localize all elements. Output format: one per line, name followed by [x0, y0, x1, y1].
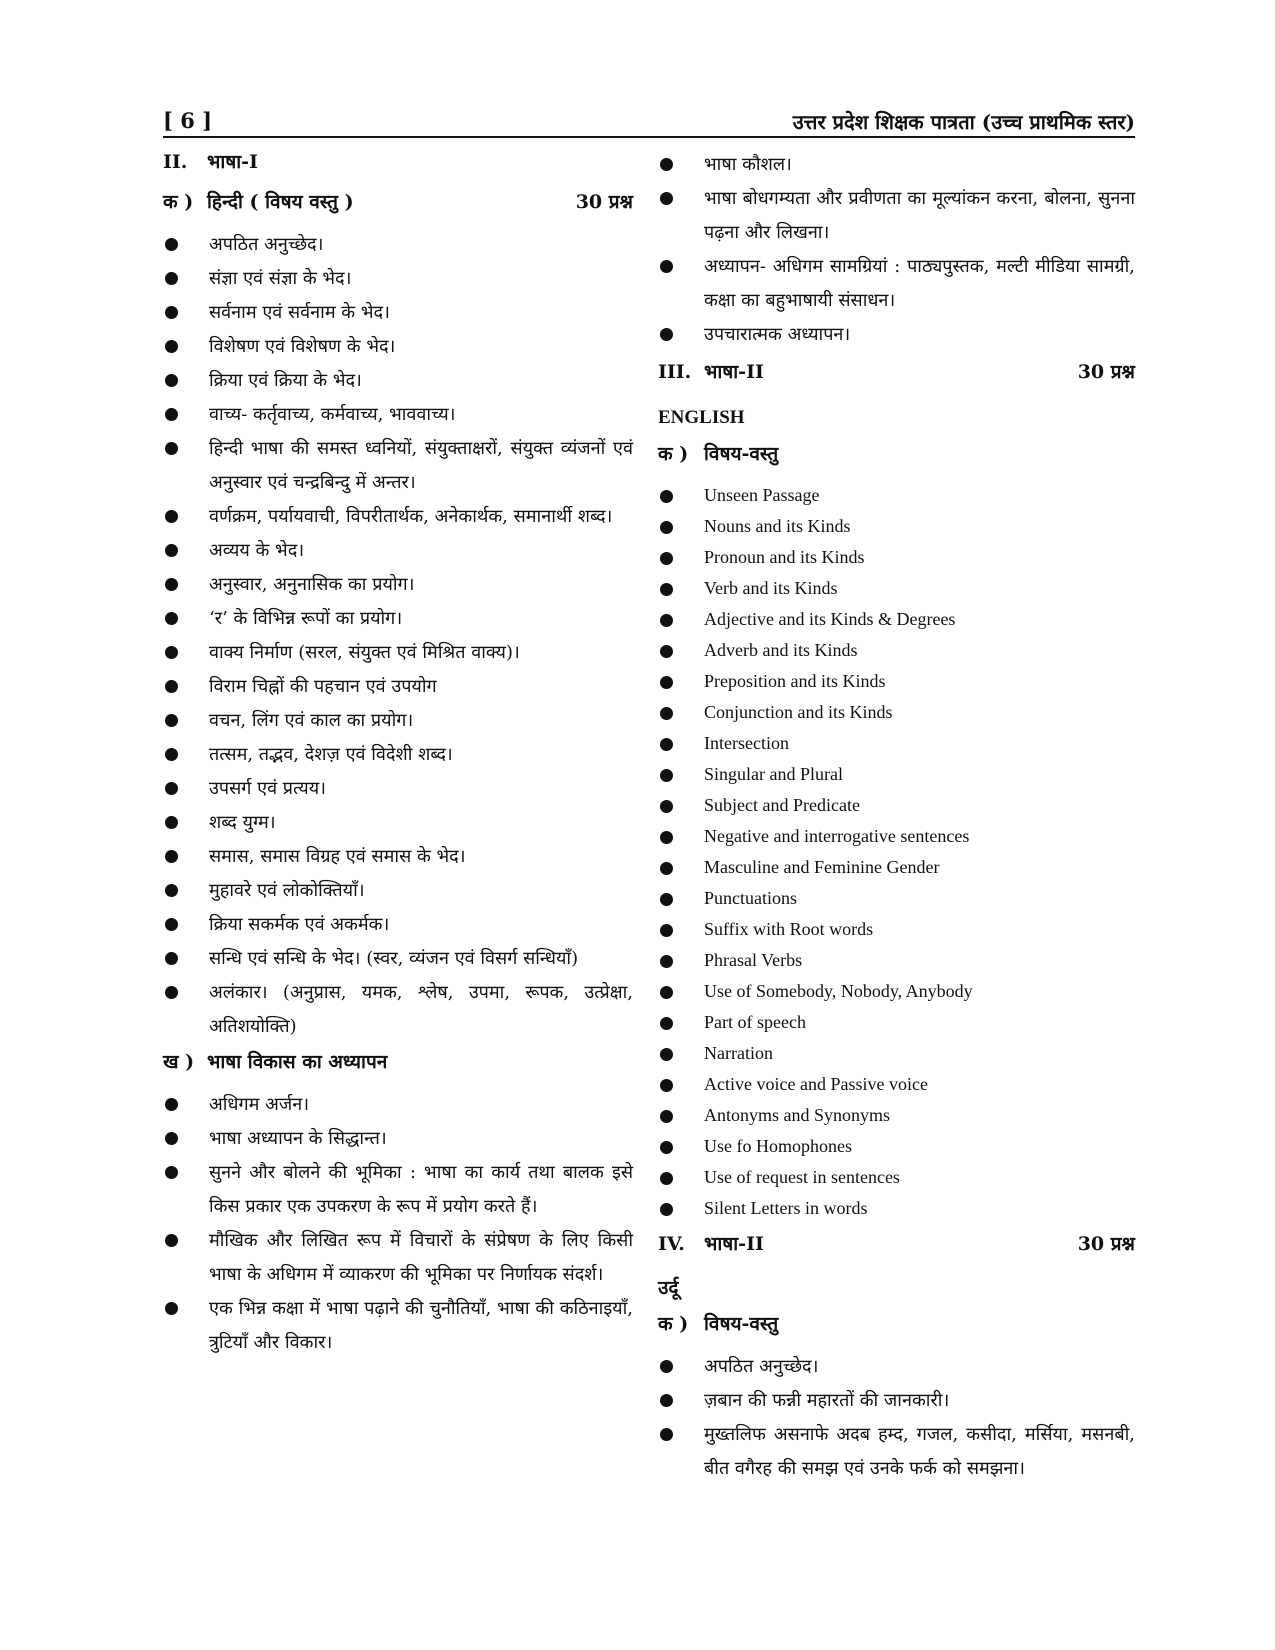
bullet-icon — [165, 986, 178, 999]
bullet-icon — [660, 1203, 673, 1216]
marks-label: 30 प्रश्न — [1077, 1233, 1135, 1255]
list-item — [163, 874, 633, 908]
list-item-text: अव्यय के भेद। — [209, 540, 305, 561]
bullet-icon — [660, 1172, 673, 1185]
bullet-icon — [660, 645, 673, 658]
marks-label: 30 प्रश्न — [575, 191, 633, 213]
list-item-text: Active voice and Passive voice — [704, 1074, 928, 1094]
bullet-icon — [165, 1132, 178, 1145]
urdu-heading: उर्दू — [658, 1277, 679, 1299]
list-item — [658, 1350, 1135, 1384]
bullet-icon — [165, 340, 178, 353]
list-item-text: भाषा बोधगम्यता और प्रवीणता का मूल्यांकन करना, बोलना, सुनना पढ़ना और लिखना। — [704, 188, 1135, 243]
bullet-icon — [165, 952, 178, 965]
bullet-icon — [660, 831, 673, 844]
list-item — [658, 1038, 1135, 1069]
bullet-icon — [165, 1098, 178, 1111]
bullet-icon — [165, 918, 178, 931]
subsection-heading-language-teaching: ख ) भाषा विकास का अध्यापन — [163, 1051, 388, 1073]
list-item-text: भाषा कौशल। — [704, 154, 792, 175]
list-item-text: क्रिया एवं क्रिया के भेद। — [209, 370, 362, 391]
list-item — [163, 1156, 633, 1224]
list-item-text: उपसर्ग एवं प्रत्यय। — [209, 778, 326, 799]
list-item-text: विशेषण एवं विशेषण के भेद। — [209, 336, 396, 357]
list-item — [163, 330, 633, 364]
list-item — [658, 250, 1135, 318]
list-item-text: सर्वनाम एवं सर्वनाम के भेद। — [209, 302, 390, 323]
list-item-text: तत्सम, तद्भव, देशज़ एवं विदेशी शब्द। — [209, 744, 453, 765]
list-item-text: सन्धि एवं सन्धि के भेद। (स्वर, व्यंजन एवं विसर्ग सन्धियाँ) — [209, 948, 579, 969]
bullet-icon — [660, 552, 673, 565]
bullet-icon — [165, 578, 178, 591]
list-item — [163, 806, 633, 840]
hindi-topic-list — [163, 228, 633, 1044]
list-item — [163, 636, 633, 670]
list-item — [163, 1224, 633, 1292]
list-item — [163, 942, 633, 976]
list-item — [658, 1162, 1135, 1193]
list-item — [658, 914, 1135, 945]
list-item-text: Narration — [704, 1043, 773, 1063]
header-rule — [163, 136, 1135, 138]
list-item-text: अधिगम अर्जन। — [209, 1094, 310, 1115]
list-item — [658, 1131, 1135, 1162]
list-item — [658, 1418, 1135, 1486]
bullet-icon — [660, 521, 673, 534]
right-column — [658, 148, 1135, 1486]
section-heading-iv: IV. भाषा-II 30 प्रश्न — [658, 1224, 1135, 1270]
list-item — [658, 883, 1135, 914]
list-item-text: उपचारात्मक अध्यापन। — [704, 324, 851, 345]
list-item — [163, 1122, 633, 1156]
list-item — [658, 480, 1135, 511]
language-skills-list — [658, 148, 1135, 352]
list-item-text: हिन्दी भाषा की समस्त ध्वनियों, संयुक्ताक्षरों, संयुक्त व्यंजनों एवं अनुस्वार एवं चन्द्रबिन्दु में अन्तर। — [209, 438, 633, 493]
list-item-text: विराम चिह्नों की पहचान एवं उपयोग — [209, 676, 437, 697]
bullet-icon — [660, 1360, 673, 1373]
list-item — [658, 759, 1135, 790]
list-item — [658, 666, 1135, 697]
bullet-icon — [660, 1394, 673, 1407]
bullet-icon — [660, 1110, 673, 1123]
bullet-icon — [165, 1302, 178, 1315]
list-item — [658, 1384, 1135, 1418]
bullet-icon — [660, 986, 673, 999]
bullet-icon — [660, 862, 673, 875]
list-item — [163, 534, 633, 568]
list-item — [163, 840, 633, 874]
english-heading: ENGLISH — [658, 407, 745, 428]
list-item — [658, 852, 1135, 883]
list-item — [163, 1292, 633, 1360]
list-item-text: ज़बान की फन्नी महारतों की जानकारी। — [704, 1390, 950, 1411]
list-item-text: ‘र’ के विभिन्न रूपों का प्रयोग। — [209, 608, 403, 629]
list-item — [163, 670, 633, 704]
english-topic-list — [658, 480, 1135, 1224]
subsection-heading-english: क ) विषय-वस्तु — [658, 443, 779, 465]
bullet-icon — [660, 800, 673, 813]
list-item — [658, 728, 1135, 759]
list-item — [658, 1069, 1135, 1100]
bullet-icon — [660, 490, 673, 503]
list-item-text: Pronoun and its Kinds — [704, 547, 865, 567]
bullet-icon — [660, 1428, 673, 1441]
bullet-icon — [660, 328, 673, 341]
list-item-text: अपठित अनुच्छेद। — [704, 1356, 819, 1377]
list-item-text: Silent Letters in words — [704, 1198, 868, 1218]
bullet-icon — [165, 408, 178, 421]
list-item-text: Adverb and its Kinds — [704, 640, 858, 660]
bullet-icon — [660, 924, 673, 937]
list-item — [163, 296, 633, 330]
list-item-text: Nouns and its Kinds — [704, 516, 851, 536]
list-item — [163, 704, 633, 738]
left-column — [163, 148, 633, 1360]
bullet-icon — [165, 510, 178, 523]
list-item-text: Masculine and Feminine Gender — [704, 857, 940, 877]
list-item-text: Phrasal Verbs — [704, 950, 803, 970]
bullet-icon — [660, 192, 673, 205]
list-item-text: क्रिया सकर्मक एवं अकर्मक। — [209, 914, 390, 935]
list-item — [658, 945, 1135, 976]
list-item-text: मुहावरे एवं लोकोक्तियाँ। — [209, 880, 365, 901]
bullet-icon — [660, 260, 673, 273]
list-item-text: Subject and Predicate — [704, 795, 860, 815]
bullet-icon — [660, 955, 673, 968]
subsection-heading-hindi: क ) हिन्दी ( विषय वस्तु ) 30 प्रश्न — [163, 184, 633, 228]
list-item — [658, 148, 1135, 182]
bullet-icon — [165, 646, 178, 659]
marks-label: 30 प्रश्न — [1077, 361, 1135, 383]
list-item — [658, 573, 1135, 604]
bullet-icon — [165, 374, 178, 387]
list-item — [658, 976, 1135, 1007]
list-item — [163, 772, 633, 806]
list-item-text: मुख्तलिफ असनाफे अदब हम्द, गजल, कसीदा, मर्सिया, मसनबी, बीत वगैरह की समझ एवं उनके फर्क को समझना। — [704, 1424, 1135, 1479]
list-item — [163, 602, 633, 636]
list-item-text: वचन, लिंग एवं काल का प्रयोग। — [209, 710, 414, 731]
list-item — [163, 364, 633, 398]
list-item-text: मौखिक और लिखित रूप में विचारों के संप्रेषण के लिए किसी भाषा के अधिगम में व्याकरण की भूमिका पर निर्णायक संदर्श। — [209, 1230, 633, 1285]
subsection-heading-urdu: क ) विषय-वस्तु — [658, 1313, 779, 1335]
list-item — [163, 1088, 633, 1122]
bullet-icon — [165, 714, 178, 727]
list-item — [658, 318, 1135, 352]
bullet-icon — [660, 769, 673, 782]
list-item-text: Singular and Plural — [704, 764, 843, 784]
list-item — [658, 542, 1135, 573]
list-item — [658, 821, 1135, 852]
list-item — [658, 604, 1135, 635]
bullet-icon — [165, 680, 178, 693]
list-item — [163, 976, 633, 1044]
list-item-text: वाच्य- कर्तृवाच्य, कर्मवाच्य, भाववाच्य। — [209, 404, 456, 425]
section-heading-ii: II. भाषा-I — [163, 151, 258, 173]
bullet-icon — [660, 738, 673, 751]
list-item — [658, 635, 1135, 666]
list-item-text: एक भिन्न कक्षा में भाषा पढ़ाने की चुनौतियाँ, भाषा की कठिनाइयाँ, त्रुटियाँ और विकार। — [209, 1298, 633, 1353]
list-item-text: अध्यापन- अधिगम सामग्रियां : पाठ्यपुस्तक, मल्टी मीडिया सामग्री, कक्षा का बहुभाषायी संसाधन। — [704, 256, 1135, 311]
list-item-text: Conjunction and its Kinds — [704, 702, 893, 722]
bullet-icon — [165, 306, 178, 319]
bullet-icon — [660, 614, 673, 627]
bullet-icon — [660, 1017, 673, 1030]
list-item-text: Punctuations — [704, 888, 797, 908]
list-item — [658, 511, 1135, 542]
urdu-topic-list — [658, 1350, 1135, 1486]
list-item-text: Use fo Homophones — [704, 1136, 852, 1156]
bullet-icon — [165, 238, 178, 251]
bullet-icon — [165, 816, 178, 829]
list-item — [163, 432, 633, 500]
bullet-icon — [660, 1048, 673, 1061]
list-item-text: अपठित अनुच्छेद। — [209, 234, 324, 255]
bullet-icon — [660, 583, 673, 596]
bullet-icon — [165, 884, 178, 897]
bullet-icon — [660, 158, 673, 171]
list-item — [658, 790, 1135, 821]
list-item-text: भाषा अध्यापन के सिद्धान्त। — [209, 1128, 387, 1149]
bullet-icon — [660, 1079, 673, 1092]
list-item-text: Preposition and its Kinds — [704, 671, 886, 691]
list-item-text: Use of Somebody, Nobody, Anybody — [704, 981, 973, 1001]
bullet-icon — [660, 707, 673, 720]
list-item — [163, 500, 633, 534]
list-item — [658, 697, 1135, 728]
list-item-text: Verb and its Kinds — [704, 578, 838, 598]
list-item — [163, 908, 633, 942]
list-item-text: समास, समास विग्रह एवं समास के भेद। — [209, 846, 466, 867]
bullet-icon — [165, 748, 178, 761]
list-item-text: सुनने और बोलने की भूमिका : भाषा का कार्य तथा बालक इसे किस प्रकार एक उपकरण के रूप में प्रयोग करते हैं। — [209, 1162, 633, 1217]
bullet-icon — [165, 442, 178, 455]
list-item-text: Adjective and its Kinds & Degrees — [704, 609, 956, 629]
list-item-text: संज्ञा एवं संज्ञा के भेद। — [209, 268, 352, 289]
list-item — [658, 1100, 1135, 1131]
list-item — [163, 568, 633, 602]
list-item — [658, 1193, 1135, 1224]
list-item-text: Intersection — [704, 733, 789, 753]
page-number: [ 6 ] — [163, 108, 213, 133]
list-item — [163, 738, 633, 772]
language-teaching-list — [163, 1088, 633, 1360]
list-item-text: Antonyms and Synonyms — [704, 1105, 891, 1125]
list-item — [658, 182, 1135, 250]
list-item — [163, 262, 633, 296]
list-item-text: वर्णक्रम, पर्यायवाची, विपरीतार्थक, अनेकार्थक, समानार्थी शब्द। — [209, 506, 613, 527]
bullet-icon — [165, 612, 178, 625]
list-item-text: Use of request in sentences — [704, 1167, 900, 1187]
list-item-text: अनुस्वार, अनुनासिक का प्रयोग। — [209, 574, 415, 595]
bullet-icon — [165, 544, 178, 557]
list-item — [163, 228, 633, 262]
list-item-text: वाक्य निर्माण (सरल, संयुक्त एवं मिश्रित वाक्य)। — [209, 642, 520, 663]
section-heading-iii: III. भाषा-II 30 प्रश्न — [658, 352, 1135, 398]
bullet-icon — [165, 1234, 178, 1247]
bullet-icon — [660, 1141, 673, 1154]
bullet-icon — [165, 782, 178, 795]
list-item — [658, 1007, 1135, 1038]
list-item-text: Negative and interrogative sentences — [704, 826, 970, 846]
page-header — [163, 108, 1135, 138]
bullet-icon — [165, 1166, 178, 1179]
list-item-text: शब्द युग्म। — [209, 812, 276, 833]
list-item-text: Suffix with Root words — [704, 919, 874, 939]
bullet-icon — [165, 850, 178, 863]
bullet-icon — [660, 676, 673, 689]
list-item — [163, 398, 633, 432]
list-item-text: अलंकार। (अनुप्रास, यमक, श्लेष, उपमा, रूपक, उत्प्रेक्षा, अतिशयोक्ति) — [209, 982, 633, 1037]
bullet-icon — [660, 893, 673, 906]
list-item-text: Unseen Passage — [704, 485, 820, 505]
running-title: उत्तर प्रदेश शिक्षक पात्रता (उच्च प्राथमिक स्तर) — [792, 110, 1135, 134]
list-item-text: Part of speech — [704, 1012, 806, 1032]
bullet-icon — [165, 272, 178, 285]
